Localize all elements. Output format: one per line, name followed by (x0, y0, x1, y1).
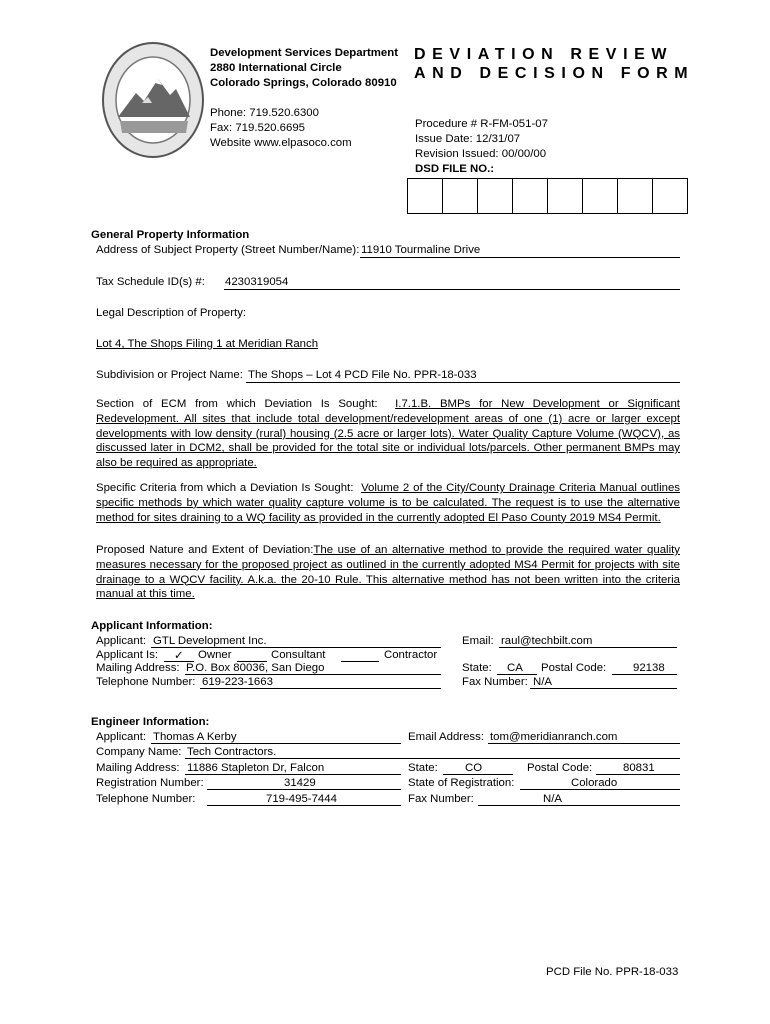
applicant-email-label: Email: (462, 635, 494, 647)
engineer-email-field[interactable]: tom@meridianranch.com (490, 731, 618, 743)
legal-label: Legal Description of Property: (96, 307, 247, 319)
dept-website: Website www.elpasoco.com (210, 137, 352, 149)
dsd-box[interactable] (548, 179, 583, 213)
applicant-is-label: Applicant Is: (96, 649, 159, 661)
applicant-postal-label: Postal Code: (541, 662, 607, 674)
applicant-phone-field[interactable]: 619-223-1663 (202, 676, 273, 688)
ecm-section-paragraph (96, 397, 680, 471)
owner-checkmark[interactable]: ✓ (174, 650, 184, 662)
applicant-mailing-label: Mailing Address: (96, 662, 180, 674)
engineer-phone-field[interactable]: 719-495-7444 (266, 793, 337, 805)
dept-name: Development Services Department (210, 47, 399, 59)
applicant-fax-field[interactable]: N/A (533, 676, 552, 688)
address-label: Address of Subject Property (Street Number/Name): (96, 244, 360, 256)
engineer-email-label: Email Address: (408, 731, 484, 743)
engineer-reg-state-field[interactable]: Colorado (571, 777, 618, 789)
engineer-state-label: State: (408, 762, 438, 774)
engineer-heading: Engineer Information: (91, 716, 210, 728)
tax-field[interactable]: 4230319054 (225, 276, 289, 288)
dsd-box[interactable] (583, 179, 618, 213)
revision-issued: Revision Issued: 00/00/00 (415, 148, 547, 160)
applicant-state-label: State: (462, 662, 492, 674)
engineer-fax-field[interactable]: N/A (543, 793, 562, 805)
engineer-applicant-label: Applicant: (96, 731, 147, 743)
nature-field[interactable]: The use of an alternative method to provide the required water quality measures necessary for the proposed project as outlined in the currently adopted MS4 Permit for projects with site drainage to a WQCV facility. A.k.a. the 20-10 Rule. This alternative method has not been written into the criteria manual at this time. (96, 544, 680, 601)
applicant-phone-label: Telephone Number: (96, 676, 196, 688)
criteria-field[interactable]: Volume 2 of the City/County Drainage Criteria Manual outlines specific methods by which water quality capture volume is to be calculated. The request is to use the alternative method for sites draining to a WQ facility as provided in the currently adopted El Paso County 2019 MS4 Permit. (96, 482, 680, 524)
ecm-label: Section of ECM from which Deviation Is Sought: (96, 398, 378, 410)
engineer-fax-label: Fax Number: (408, 793, 474, 805)
applicant-label: Applicant: (96, 635, 147, 647)
applicant-fax-label: Fax Number: (462, 676, 528, 688)
engineer-mailing-label: Mailing Address: (96, 762, 180, 774)
dsd-box[interactable] (478, 179, 513, 213)
county-seal (102, 41, 204, 159)
engineer-company-label: Company Name: (96, 746, 182, 758)
subdivision-label: Subdivision or Project Name: (96, 369, 243, 381)
form-title-line-2: AND DECISION FORM (414, 65, 695, 82)
ecm-field[interactable]: I.7.1.B. BMPs for New Development or Significant Redevelopment. All sites that include total development/redevelopment areas of one (1) acre or larger except developments with low density (rural) housing (2.5 acre or larger lots). Water Quality Capture Volume (WQCV), as discussed later in DCM2, shall be provided for the total site or individual lots/parcels. Other permanent BMPs may also be required as appropriate. (96, 398, 680, 470)
applicant-mailing-field[interactable]: P.O. Box 80036, San Diego (186, 662, 325, 674)
engineer-name-field[interactable]: Thomas A Kerby (153, 731, 237, 743)
dsd-file-boxes[interactable] (407, 178, 688, 214)
dsd-file-label: DSD FILE NO.: (415, 163, 495, 175)
engineer-postal-label: Postal Code: (527, 762, 593, 774)
nature-label: Proposed Nature and Extent of Deviation: (96, 544, 314, 556)
procedure-number: Procedure # R-FM-051-07 (415, 118, 548, 130)
applicant-state-field[interactable]: CA (507, 662, 523, 674)
dept-phone: Phone: 719.520.6300 (210, 107, 319, 119)
footer-file-number: PCD File No. PPR-18-033 (546, 966, 679, 978)
criteria-label: Specific Criteria from which a Deviation Is Sought: (96, 482, 354, 494)
dsd-box[interactable] (653, 179, 687, 213)
engineer-mailing-field[interactable]: 11886 Stapleton Dr, Falcon (187, 762, 325, 774)
nature-paragraph (96, 543, 680, 602)
dsd-box[interactable] (443, 179, 478, 213)
tax-label: Tax Schedule ID(s) #: (96, 276, 205, 288)
applicant-email-field[interactable]: raul@techbilt.com (501, 635, 593, 647)
address-field[interactable]: 11910 Tourmaline Drive (361, 244, 481, 256)
criteria-paragraph (96, 481, 680, 525)
dept-address-2: Colorado Springs, Colorado 80910 (210, 77, 397, 89)
applicant-name-field[interactable]: GTL Development Inc. (153, 635, 267, 647)
engineer-reg-field[interactable]: 31429 (284, 777, 316, 789)
engineer-postal-field[interactable]: 80831 (623, 762, 655, 774)
issue-date: Issue Date: 12/31/07 (415, 133, 521, 145)
dept-address-1: 2880 International Circle (210, 62, 342, 74)
applicant-heading: Applicant Information: (91, 620, 213, 632)
form-title-line-1: DEVIATION REVIEW (414, 46, 674, 63)
engineer-company-field[interactable]: Tech Contractors. (187, 746, 277, 758)
subdivision-field[interactable]: The Shops – Lot 4 PCD File No. PPR-18-033 (248, 369, 477, 381)
dsd-box[interactable] (408, 179, 443, 213)
engineer-reg-label: Registration Number: (96, 777, 204, 789)
general-heading: General Property Information (91, 229, 250, 241)
applicant-postal-field[interactable]: 92138 (633, 662, 665, 674)
contractor-option-label: Contractor (384, 649, 438, 661)
legal-field[interactable]: Lot 4, The Shops Filing 1 at Meridian Ranch (96, 338, 319, 350)
dept-fax: Fax: 719.520.6695 (210, 122, 305, 134)
engineer-reg-state-label: State of Registration: (408, 777, 515, 789)
engineer-phone-label: Telephone Number: (96, 793, 196, 805)
consultant-option-label: Consultant (271, 649, 326, 661)
owner-option-label: Owner (198, 649, 232, 661)
engineer-state-field[interactable]: CO (465, 762, 483, 774)
dsd-box[interactable] (618, 179, 653, 213)
dsd-box[interactable] (513, 179, 548, 213)
